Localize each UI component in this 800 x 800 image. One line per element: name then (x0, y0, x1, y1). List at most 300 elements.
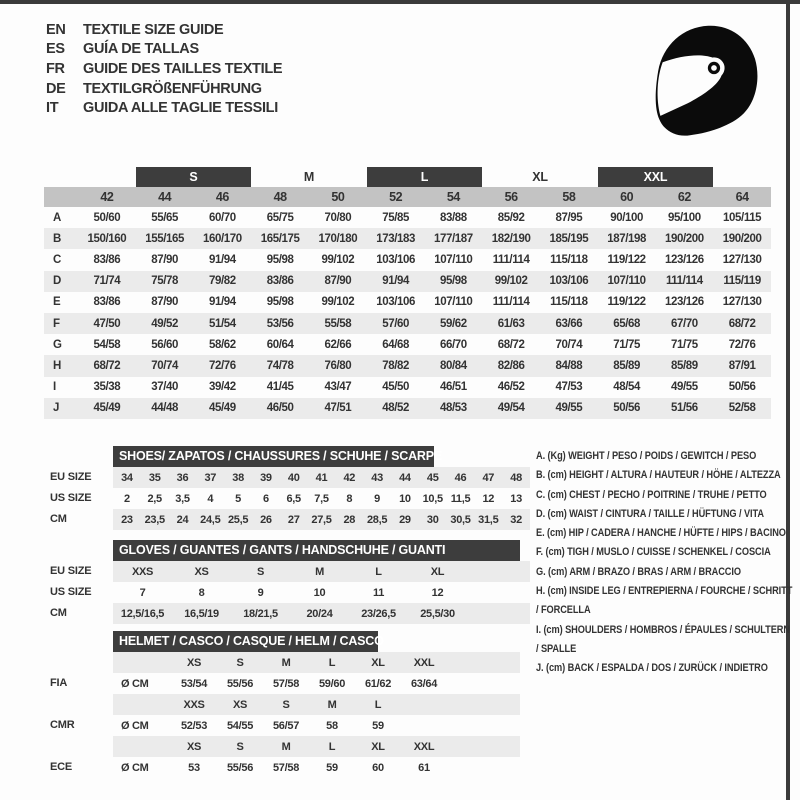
size-value-cell: 83/86 (93, 296, 121, 309)
size-number: 62 (677, 190, 691, 204)
size-value-cell: 99/102 (321, 253, 355, 266)
size-value-cell: 8 (198, 586, 205, 599)
size-value-cell: 59 (372, 719, 384, 732)
size-group-m: M (303, 170, 315, 184)
size-value-cell: 49/54 (497, 402, 525, 415)
size-value-cell: 75/78 (151, 275, 179, 288)
row-label: A (53, 211, 62, 224)
size-value-cell: 10 (313, 586, 326, 599)
size-value-cell: 54/58 (93, 338, 121, 351)
size-value-cell: 3,5 (175, 492, 190, 505)
size-number: 54 (446, 190, 460, 204)
size-value-cell: 64/68 (382, 338, 410, 351)
table-row (44, 207, 771, 228)
size-value-cell: 8 (346, 492, 353, 505)
row-label: G (53, 338, 62, 351)
size-value-cell: 83/86 (266, 275, 294, 288)
legend-item: H. (cm) INSIDE LEG / ENTREPIERNA / FOURCHE / SCHRITT / FORCELLA (536, 585, 793, 617)
size-value-cell: 27 (287, 513, 300, 526)
size-value-cell: 127/130 (722, 296, 762, 309)
row-label: CM (50, 513, 67, 525)
shoes-table-body (113, 446, 530, 530)
row-label: FIA (50, 677, 68, 689)
size-value-cell: 45 (426, 471, 439, 484)
size-value-cell: 107/110 (434, 253, 473, 266)
helmet-side-labels (50, 652, 113, 778)
size-value-cell: 150/160 (87, 232, 127, 245)
title-language-list (46, 20, 282, 118)
size-value-cell: 53/54 (180, 677, 208, 690)
size-value-cell: S (256, 565, 265, 578)
size-value-cell: 32 (510, 513, 522, 526)
legend-item: F. (cm) TIGH / MUSLO / CUISSE / SCHENKEL / COSCIA (536, 546, 771, 559)
size-value-cell: 35 (148, 471, 161, 484)
size-value-cell: 103/106 (376, 296, 416, 309)
language-title: TEXTILGRÖßENFÜHRUNG (83, 80, 262, 97)
language-code: EN (46, 21, 66, 38)
language-row (46, 79, 282, 99)
row-label: B (53, 232, 62, 245)
size-value-cell: 115/118 (550, 296, 588, 309)
size-value-cell: 87/90 (151, 253, 179, 266)
table-row (113, 467, 530, 488)
table-row (44, 292, 771, 313)
size-value-cell: 107/110 (434, 296, 473, 309)
size-value-cell: 70/74 (555, 338, 583, 351)
size-value-cell: 37/40 (151, 381, 179, 394)
size-value-cell: 47/51 (324, 402, 352, 415)
size-value-cell: XS (194, 565, 209, 578)
size-value-cell: 18/21,5 (243, 607, 278, 620)
size-group-s: S (136, 167, 252, 187)
size-value-cell: 67/70 (670, 317, 698, 330)
size-number: 42 (100, 190, 114, 204)
size-value-cell: 48/52 (382, 402, 410, 415)
diameter-unit-label: Ø CM (121, 761, 149, 774)
size-value-cell: 119/122 (607, 296, 646, 309)
size-value-cell: 59/60 (318, 677, 346, 690)
helmet-table-body (113, 631, 530, 778)
size-value-cell: 95/100 (667, 211, 701, 224)
size-label-cell: S (236, 656, 244, 669)
size-value-cell: 107/110 (607, 275, 646, 288)
table-row (113, 509, 530, 530)
size-value-cell: 43 (371, 471, 383, 484)
size-value-cell: 111/114 (665, 275, 703, 288)
size-value-cell: 54/55 (226, 719, 254, 732)
legend-item: D. (cm) WAIST / CINTURA / TAILLE / HÜFTUNG / VITA (536, 507, 764, 520)
size-value-cell: 26 (260, 513, 272, 526)
language-code: DE (46, 80, 66, 97)
size-value-cell: 87/90 (151, 296, 179, 309)
size-value-cell: 95/98 (266, 296, 294, 309)
row-label: C (53, 253, 62, 266)
gloves-table-body (113, 540, 530, 624)
size-value-cell: 103/106 (376, 253, 416, 266)
size-label-cell: XXL (413, 740, 435, 753)
helmet-size-header-row (113, 694, 520, 715)
size-value-cell: 63/64 (410, 677, 438, 690)
size-value-cell: 123/126 (664, 253, 704, 266)
textile-size-table (44, 166, 771, 419)
size-value-cell: 46/51 (439, 381, 467, 394)
size-value-cell: 23 (121, 513, 133, 526)
size-number: 56 (504, 190, 518, 204)
size-value-cell: 45/50 (382, 381, 410, 394)
size-value-cell: 47 (482, 471, 495, 484)
size-value-cell: 28,5 (366, 513, 388, 526)
size-value-cell: 13 (510, 492, 522, 505)
size-value-cell: 35/38 (93, 381, 121, 394)
size-number: 64 (735, 190, 749, 204)
size-value-cell: 24 (176, 513, 189, 526)
size-value-cell: 58 (326, 719, 338, 732)
side-gap (50, 736, 113, 757)
row-label: CM (50, 607, 67, 619)
size-value-cell: 71/75 (613, 338, 641, 351)
size-value-cell: 76/80 (324, 359, 352, 372)
size-value-cell: 190/200 (722, 232, 762, 245)
size-value-cell: 85/92 (497, 211, 525, 224)
size-value-cell: 42 (343, 471, 356, 484)
size-value-cell: 4 (207, 492, 214, 505)
side-gap (50, 694, 113, 715)
size-value-cell: 84/88 (555, 359, 583, 372)
size-value-cell: 115/118 (550, 253, 588, 266)
size-value-cell: 190/200 (664, 232, 704, 245)
size-value-cell: 52/58 (728, 402, 756, 415)
legend-item: I. (cm) SHOULDERS / HOMBROS / ÉPAULES / SCHULTERN / SPALLE (536, 623, 790, 655)
table-row (44, 313, 771, 334)
size-value-cell: 59/62 (439, 317, 467, 330)
size-value-cell: 65/75 (266, 211, 294, 224)
language-title: GUIDA ALLE TAGLIE TESSILI (83, 100, 278, 117)
size-label-cell: M (281, 656, 291, 669)
size-value-cell: 44/48 (151, 402, 179, 415)
size-group-l: L (367, 167, 483, 187)
size-number: 44 (158, 190, 172, 204)
table-row (44, 271, 771, 292)
size-value-cell: 115/119 (723, 275, 761, 288)
table-row (113, 757, 520, 778)
size-value-cell: 25,5/30 (420, 607, 455, 620)
size-value-cell: 39 (260, 471, 272, 484)
size-value-cell: 91/94 (382, 275, 410, 288)
size-value-cell: 52/53 (180, 719, 208, 732)
size-value-cell: 56/60 (151, 338, 179, 351)
size-value-cell: 50/60 (93, 211, 121, 224)
table-row (113, 561, 530, 582)
language-title: GUÍA DE TALLAS (83, 41, 199, 58)
size-value-cell: 10 (399, 492, 411, 505)
size-value-cell: 25,5 (227, 513, 249, 526)
size-label-cell: XL (371, 656, 385, 669)
size-value-cell: 72/76 (728, 338, 756, 351)
size-value-cell: 5 (235, 492, 241, 505)
size-label-cell: XS (186, 740, 202, 753)
size-value-cell: 51/56 (670, 402, 698, 415)
size-value-cell: 75/85 (382, 211, 410, 224)
row-label: D (53, 275, 62, 288)
size-value-cell: 55/58 (324, 317, 352, 330)
table-row (44, 398, 771, 419)
language-code: IT (46, 100, 59, 117)
size-value-cell: 47/53 (555, 381, 583, 394)
size-value-cell: 99/102 (494, 275, 528, 288)
size-value-cell: 155/165 (145, 232, 185, 245)
size-value-cell: 6,5 (286, 492, 301, 505)
size-value-cell: 57/58 (272, 761, 300, 774)
size-value-cell: 185/195 (549, 232, 589, 245)
size-value-cell: 70/74 (151, 359, 179, 372)
size-value-cell: 16,5/19 (184, 607, 219, 620)
photo-edge-right (786, 0, 790, 800)
size-value-cell: 30 (426, 513, 439, 526)
size-value-cell: 11,5 (450, 492, 471, 505)
photo-edge-top (0, 0, 800, 4)
size-value-cell: 7 (139, 586, 146, 599)
size-value-cell: 68/72 (497, 338, 525, 351)
size-value-cell: 47/50 (93, 317, 121, 330)
gloves-side-labels (50, 561, 113, 624)
size-value-cell: 49/55 (670, 381, 698, 394)
diameter-unit-label: Ø CM (121, 677, 149, 690)
size-number: 52 (389, 190, 403, 204)
size-number: 48 (273, 190, 287, 204)
size-value-cell: 34 (121, 471, 133, 484)
size-value-cell: 45/49 (208, 402, 236, 415)
row-label: CMR (50, 719, 75, 731)
size-value-cell: 61 (418, 761, 430, 774)
size-value-cell: 170/180 (318, 232, 358, 245)
size-label-cell: XS (186, 656, 202, 669)
size-value-cell: L (375, 565, 382, 578)
size-value-cell: 57/60 (382, 317, 410, 330)
size-value-cell: 12 (482, 492, 495, 505)
size-value-cell: 111/114 (492, 253, 530, 266)
size-number: 46 (215, 190, 229, 204)
helmet-table-title: HELMET / CASCO / CASQUE / HELM / CASCO (113, 631, 378, 652)
row-label: US SIZE (50, 586, 92, 598)
size-value-cell: 55/56 (226, 677, 254, 690)
size-value-cell: 49/55 (555, 402, 583, 415)
size-value-cell: 62/66 (324, 338, 352, 351)
size-value-cell: 80/84 (439, 359, 467, 372)
size-value-cell: 105/115 (723, 211, 762, 224)
legend-item: E. (cm) HIP / CADERA / HANCHE / HÜFTE / HIPS / BACINO (536, 527, 786, 540)
size-label-cell: XL (371, 740, 385, 753)
size-value-cell: 70/80 (324, 211, 352, 224)
size-group-xxl: XXL (598, 167, 714, 187)
language-row (46, 20, 282, 40)
language-code: FR (46, 60, 65, 77)
size-number: 58 (562, 190, 576, 204)
size-value-cell: 10,5 (422, 492, 443, 505)
size-value-cell: 78/82 (382, 359, 410, 372)
gloves-table-title: GLOVES / GUANTES / GANTS / HANDSCHUHE / GUANTI (113, 540, 520, 561)
language-row (46, 98, 282, 118)
size-value-cell: 23,5 (144, 513, 165, 526)
row-label: EU SIZE (50, 565, 92, 577)
helmet-size-header-row (113, 736, 520, 757)
size-value-cell: 48/53 (439, 402, 467, 415)
size-value-cell: 9 (374, 492, 380, 505)
size-value-cell: 71/74 (93, 275, 121, 288)
size-value-cell: 123/126 (664, 296, 704, 309)
size-value-cell: 37 (204, 471, 217, 484)
diameter-unit-label: Ø CM (121, 719, 149, 732)
measurement-legend (536, 447, 793, 679)
size-value-cell: 29 (399, 513, 411, 526)
size-number-row (44, 187, 771, 207)
size-value-cell: 127/130 (722, 253, 762, 266)
language-row (46, 40, 282, 60)
size-value-cell: 71/75 (670, 338, 698, 351)
table-row (44, 249, 771, 270)
size-value-cell: 111/114 (492, 296, 530, 309)
size-label-cell: M (327, 698, 337, 711)
size-value-cell: 99/102 (321, 296, 355, 309)
size-value-cell: 72/76 (208, 359, 236, 372)
size-value-cell: 2 (123, 492, 130, 505)
legend-item: G. (cm) ARM / BRAZO / BRAS / ARM / BRACCIO (536, 565, 741, 578)
row-label: J (53, 402, 60, 415)
size-value-cell: 36 (176, 471, 189, 484)
table-row (113, 582, 530, 603)
size-value-cell: 20/24 (306, 607, 333, 620)
size-value-cell: 55/56 (226, 761, 254, 774)
size-value-cell: 85/89 (670, 359, 698, 372)
size-value-cell: 38 (232, 471, 244, 484)
table-row (113, 673, 520, 694)
size-value-cell: 55/65 (151, 211, 179, 224)
size-value-cell: 57/58 (272, 677, 300, 690)
size-value-cell: 61/63 (497, 317, 525, 330)
row-label: ECE (50, 761, 73, 773)
row-label: H (53, 359, 62, 372)
shoes-table-title: SHOES/ ZAPATOS / CHAUSSURES / SCHUHE / SCARPE (113, 446, 434, 467)
size-value-cell: 23/26,5 (361, 607, 396, 620)
size-value-cell: 12 (431, 586, 444, 599)
size-value-cell: 85/89 (613, 359, 641, 372)
legend-item: B. (cm) HEIGHT / ALTURA / HAUTEUR / HÖHE / ALTEZZA (536, 469, 781, 482)
size-value-cell: 119/122 (607, 253, 646, 266)
language-code: ES (46, 41, 65, 58)
size-value-cell: 83/86 (93, 253, 121, 266)
size-value-cell: 95/98 (439, 275, 467, 288)
helmet-size-header-row (113, 652, 520, 673)
size-value-cell: 177/187 (433, 232, 473, 245)
helmet-icon (649, 22, 763, 139)
size-value-cell: XL (430, 565, 445, 578)
size-value-cell: 28 (343, 513, 356, 526)
language-row (46, 59, 282, 79)
size-label-cell: XXL (413, 656, 435, 669)
size-value-cell: 50/56 (613, 402, 641, 415)
size-label-cell: L (328, 656, 336, 669)
size-value-cell: 39/42 (208, 381, 236, 394)
size-value-cell: 46 (454, 471, 467, 484)
size-value-cell: 2,5 (147, 492, 162, 505)
size-value-cell: 91/94 (208, 253, 236, 266)
size-value-cell: 51/54 (208, 317, 236, 330)
size-value-cell: 79/82 (208, 275, 236, 288)
size-value-cell: 187/198 (607, 232, 647, 245)
size-value-cell: 44 (399, 471, 411, 484)
size-value-cell: 56/57 (272, 719, 300, 732)
size-value-cell: 63/66 (555, 317, 583, 330)
size-value-cell: 95/98 (266, 253, 294, 266)
size-label-cell: XS (232, 698, 248, 711)
side-gap (50, 652, 113, 673)
size-value-cell: 43/47 (324, 381, 352, 394)
size-value-cell: 30,5 (450, 513, 471, 526)
size-value-cell: 6 (262, 492, 269, 505)
size-value-cell: 11 (372, 586, 385, 599)
size-value-cell: 74/78 (266, 359, 294, 372)
size-value-cell: 49/52 (151, 317, 179, 330)
size-value-cell: 31,5 (478, 513, 499, 526)
size-value-cell: 45/49 (93, 402, 121, 415)
size-value-cell: 65/68 (613, 317, 641, 330)
shoes-side-labels (50, 467, 113, 530)
legend-item: J. (cm) BACK / ESPALDA / DOS / ZURÜCK / INDIETRO (536, 662, 768, 675)
legend-item: A. (Kg) WEIGHT / PESO / POIDS / GEWITCH / PESO (536, 450, 757, 462)
size-value-cell: 61/62 (364, 677, 392, 690)
table-row (44, 228, 771, 249)
size-label-cell: L (328, 740, 336, 753)
size-value-cell: 68/72 (93, 359, 121, 372)
size-label-cell: S (282, 698, 290, 711)
size-value-cell: 46/52 (497, 381, 525, 394)
size-label-cell: S (236, 740, 244, 753)
size-value-cell: 46/50 (266, 402, 294, 415)
size-group-header-row (44, 166, 771, 187)
size-number: 50 (331, 190, 345, 204)
size-value-cell: 83/88 (439, 211, 467, 224)
size-value-cell: 53 (188, 761, 200, 774)
size-value-cell: 48 (510, 471, 522, 484)
size-value-cell: XXS (131, 565, 154, 578)
size-value-cell: 87/95 (555, 211, 583, 224)
size-label-cell: L (374, 698, 382, 711)
size-value-cell: 82/86 (497, 359, 525, 372)
row-label: E (53, 296, 61, 309)
table-row (44, 377, 771, 398)
size-value-cell: 66/70 (439, 338, 467, 351)
row-label: F (53, 317, 61, 330)
size-number: 60 (620, 190, 634, 204)
table-row (113, 715, 520, 736)
row-label: US SIZE (50, 492, 92, 504)
table-row (44, 334, 771, 355)
size-value-cell: 50/56 (728, 381, 756, 394)
table-row (44, 355, 771, 376)
size-value-cell: 87/91 (728, 359, 756, 372)
size-value-cell: 60/70 (208, 211, 236, 224)
size-value-cell: 58/62 (208, 338, 236, 351)
size-label-cell: M (281, 740, 291, 753)
table-row (113, 488, 530, 509)
size-value-cell: 68/72 (728, 317, 756, 330)
size-value-cell: 60/64 (266, 338, 294, 351)
size-value-cell: 90/100 (610, 211, 644, 224)
language-title: TEXTILE SIZE GUIDE (83, 21, 224, 38)
table-row (113, 603, 530, 624)
legend-item: C. (cm) CHEST / PECHO / POITRINE / TRUHE / PETTO (536, 488, 767, 501)
size-value-cell: 103/106 (549, 275, 589, 288)
size-value-cell: M (315, 565, 324, 578)
